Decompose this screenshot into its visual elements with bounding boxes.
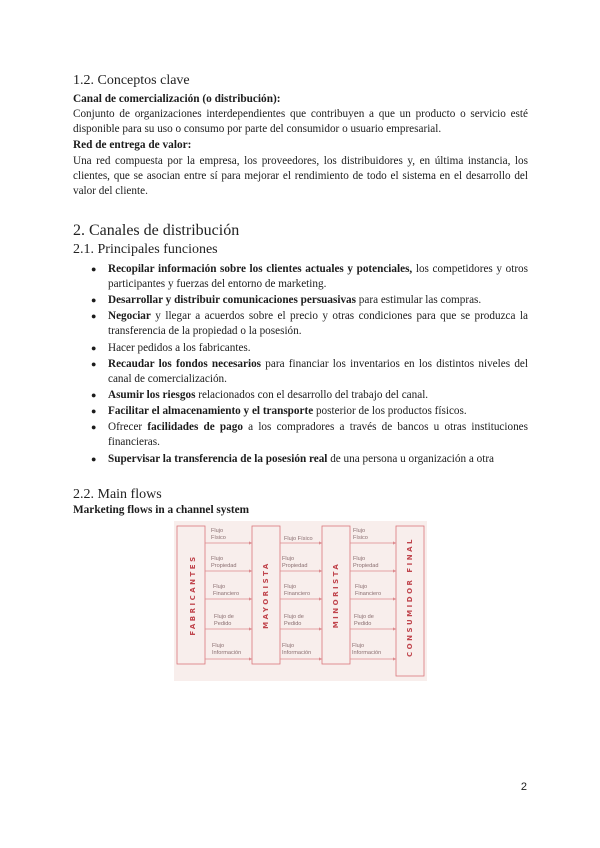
list-item: ● Desarrollar y distribuir comunicaciones persuasivas para estimular las compras. <box>91 294 482 307</box>
column-label-fabricantes: FABRICANTES <box>189 554 197 636</box>
section-heading-1-2: 1.2. Conceptos clave <box>73 73 190 88</box>
flow-arrowhead <box>249 627 252 630</box>
flow-arrowhead <box>393 657 396 660</box>
flow-label: Flujo Físico <box>284 536 313 542</box>
flow-arrowhead <box>249 569 252 572</box>
flow-label: Flujo Información <box>352 643 382 656</box>
page-number: 2 <box>520 781 527 793</box>
diagram-lines <box>174 521 427 681</box>
flow-arrowhead <box>319 569 322 572</box>
flow-label: Flujo Información <box>282 643 312 656</box>
list-item: ● Facilitar el almacenamiento y el transporte posterior de los productos físicos. <box>91 405 467 418</box>
flow-arrowhead <box>249 657 252 660</box>
flow-arrowhead <box>319 657 322 660</box>
list-item: ● Hacer pedidos a los fabricantes. <box>91 341 251 354</box>
flow-arrowhead <box>393 569 396 572</box>
flow-label: Flujo Financiero <box>284 584 311 597</box>
flow-label: Flujo Propiedad <box>353 556 379 569</box>
flow-arrowhead <box>393 627 396 630</box>
list-item: ● Ofrecer facilidades de pago a los compradores a través de bancos u otras instituciones financieras. <box>91 421 528 449</box>
flow-label: Flujo Físico <box>211 528 226 541</box>
flow-arrowhead <box>249 541 252 544</box>
flow-label: Flujo Financiero <box>355 584 382 597</box>
flow-label: Flujo Físico <box>353 528 368 541</box>
definition-red-entrega: Una red compuesta por la empresa, los proveedores, los distribuidores y, en última instancia, los clientes, que se asocian entre sí para mejorar el rendimiento de todo el sistema en el desarrollo del valor del cliente. <box>73 155 528 197</box>
flow-label: Flujo de Pedido <box>284 614 304 627</box>
flow-arrowhead <box>319 541 322 544</box>
list-item: ● Asumir los riesgos relacionados con el desarrollo del trabajo del canal. <box>91 388 429 401</box>
term-canal: Canal de comercialización (o distribución): <box>73 93 281 105</box>
column-label-mayorista: MAYORISTA <box>262 561 270 629</box>
flow-arrowhead <box>319 597 322 600</box>
functions-list <box>73 262 528 468</box>
flow-label: Flujo de Pedido <box>354 614 374 627</box>
subsection-heading-2-1: 2.1. Principales funciones <box>73 242 218 257</box>
flow-label: Flujo Información <box>212 643 242 656</box>
figure-title: Marketing flows in a channel system <box>73 504 250 516</box>
marketing-flows-diagram <box>174 521 427 681</box>
list-item: ● Recopilar información sobre los clientes actuales y potenciales, los competidores y otros participantes y fuerzas del entorno de marketing. <box>91 263 528 290</box>
column-label-minorista: MINORISTA <box>332 561 340 629</box>
list-item: ● Supervisar la transferencia de la posesión real de una persona u organización a otra <box>91 452 495 465</box>
flow-label: Flujo Propiedad <box>211 556 237 569</box>
flow-arrowhead <box>319 627 322 630</box>
flow-label: Flujo Propiedad <box>282 556 308 569</box>
column-label-consumidor: CONSUMIDOR FINAL <box>406 537 414 657</box>
term-red-entrega: Red de entrega de valor: <box>73 139 192 151</box>
list-item: ● Recaudar los fondos necesarios para financiar los inventarios en los distintos niveles del canal de comercialización. <box>91 357 528 385</box>
subsection-heading-2-2: 2.2. Main flows <box>73 487 162 502</box>
section-heading-2: 2. Canales de distribución <box>73 222 240 239</box>
flow-arrowhead <box>393 597 396 600</box>
flow-label: Flujo Financiero <box>213 584 240 597</box>
flow-arrowhead <box>249 597 252 600</box>
list-item: ● Negociar y llegar a acuerdos sobre el precio y otras condiciones para que se produzca la transferencia de la propiedad o la posesión. <box>91 310 528 338</box>
definition-canal: Conjunto de organizaciones interdependientes que contribuyen a que un producto o servicio esté disponible para su uso o consumo por parte del consumidor o usuario empresarial. <box>73 108 528 135</box>
flow-arrowhead <box>393 541 396 544</box>
flow-label: Flujo de Pedido <box>214 614 234 627</box>
